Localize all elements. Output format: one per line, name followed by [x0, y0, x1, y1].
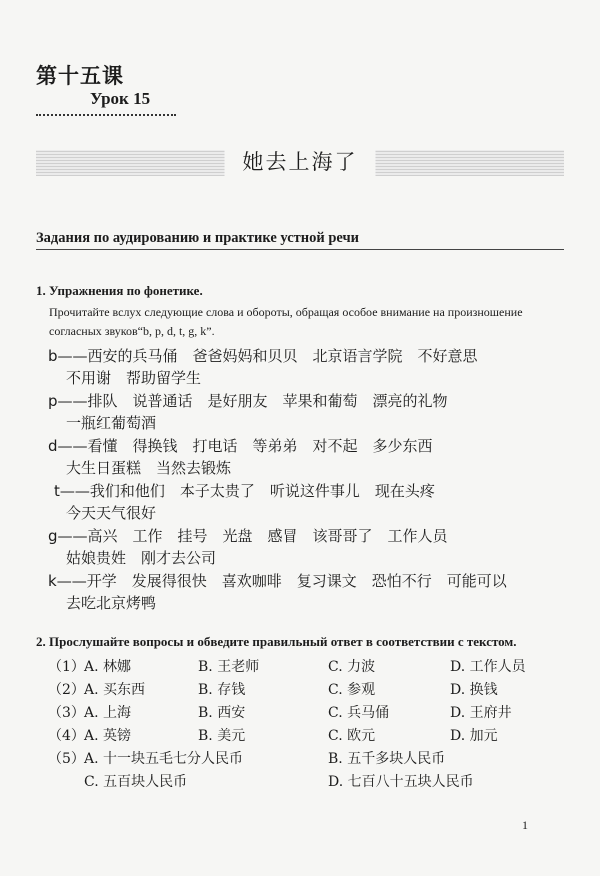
dotted-divider — [36, 114, 176, 116]
lesson-number-chinese: 第十五课 — [36, 63, 124, 88]
exercise-2-title: 2. Прослушайте вопросы и обведите правильный ответ в соответствии с текстом. — [36, 634, 517, 649]
option-d: D. 王府井 — [450, 705, 512, 721]
option-c: C. 参观 — [328, 682, 376, 698]
exercise-1-title: 1. Упражнения по фонетике. — [36, 283, 203, 298]
drill-letter: d — [48, 437, 58, 455]
page-number: 1 — [522, 818, 528, 832]
drill-line: 今天天气很好 — [66, 504, 157, 522]
drill-line: 姑娘贵姓 刚才去公司 — [66, 549, 217, 567]
option-b: B. 西安 — [198, 705, 246, 721]
drill-line: 大生日蛋糕 当然去锻炼 — [66, 459, 232, 477]
drill-line: 不用谢 帮助留学生 — [66, 369, 202, 387]
section-heading: Задания по аудированию и практике устной речи — [36, 230, 360, 246]
drill-line: 去吃北京烤鸭 — [66, 594, 157, 612]
drill-line: 高兴 工作 挂号 光盘 感冒 该哥哥了 工作人员 — [87, 527, 448, 545]
drill-letter: t — [54, 482, 60, 500]
option-d: D. 七百八十五块人民币 — [328, 774, 474, 790]
option-d: D. 加元 — [450, 728, 498, 744]
lesson-title: 她去上海了 — [225, 146, 376, 176]
drill-line: 我们和他们 本子太贵了 听说这件事儿 现在头疼 — [89, 482, 435, 500]
question-number: （2） — [48, 682, 85, 698]
drill-line: 开学 发展得很快 喜欢咖啡 复习课文 恐怕不行 可能可以 — [86, 572, 507, 590]
drill-letter: k — [48, 572, 57, 590]
option-d: D. 工作人员 — [450, 659, 526, 675]
option-b: B. 五千多块人民币 — [328, 751, 446, 767]
option-a: A. 上海 — [84, 705, 132, 721]
option-c: C. 欧元 — [328, 728, 376, 744]
option-c: C. 五百块人民币 — [84, 774, 188, 790]
option-b: B. 存钱 — [198, 682, 246, 698]
drill-line: 看懂 得换钱 打电话 等弟弟 对不起 多少东西 — [87, 437, 433, 455]
drill-p: p —— 排队 说普通话 是好朋友 苹果和葡萄 漂亮的礼物 一瓶红葡萄酒 — [48, 390, 568, 434]
option-a: A. 英镑 — [84, 728, 132, 744]
option-c: C. 力波 — [328, 659, 376, 675]
drill-g: g —— 高兴 工作 挂号 光盘 感冒 该哥哥了 工作人员 姑娘贵姓 刚才去公司 — [48, 525, 568, 569]
drill-letter: b — [48, 347, 58, 365]
option-b: B. 王老师 — [198, 659, 260, 675]
drill-line: 西安的兵马俑 爸爸妈妈和贝贝 北京语言学院 不好意思 — [87, 347, 478, 365]
section-divider — [36, 249, 564, 250]
question-number: （3） — [48, 705, 85, 721]
option-d: D. 换钱 — [450, 682, 498, 698]
option-b: B. 美元 — [198, 728, 246, 744]
option-a: A. 林娜 — [84, 659, 132, 675]
question-number: （1） — [48, 659, 85, 675]
drill-d: d —— 看懂 得换钱 打电话 等弟弟 对不起 多少东西 大生日蛋糕 当然去锻炼 — [48, 435, 568, 479]
question-number: （5） — [48, 751, 85, 767]
drill-t: t —— 我们和他们 本子太贵了 听说这件事儿 现在头疼 今天天气很好 — [48, 480, 568, 524]
drill-b: b —— 西安的兵马俑 爸爸妈妈和贝贝 北京语言学院 不好意思 不用谢 帮助留学生 — [48, 345, 568, 389]
drill-letter: p — [48, 392, 58, 410]
option-a: A. 买东西 — [84, 682, 146, 698]
option-c: C. 兵马俑 — [328, 705, 390, 721]
lesson-number-russian: Урок 15 — [90, 89, 151, 108]
exercise-1-instruction: Прочитайте вслух следующие слова и обороты, обращая особое внимание на произношение согласных звуков“b, p, d, t, g, k”. — [49, 305, 523, 338]
title-band — [36, 150, 564, 176]
drill-line: 排队 说普通话 是好朋友 苹果和葡萄 漂亮的礼物 — [87, 392, 448, 410]
drill-letter: g — [48, 527, 58, 545]
question-number: （4） — [48, 728, 85, 744]
drill-k: k —— 开学 发展得很快 喜欢咖啡 复习课文 恐怕不行 可能可以 去吃北京烤鸭 — [48, 570, 568, 614]
drill-line: 一瓶红葡萄酒 — [66, 414, 157, 432]
option-a: A. 十一块五毛七分人民币 — [84, 751, 244, 767]
